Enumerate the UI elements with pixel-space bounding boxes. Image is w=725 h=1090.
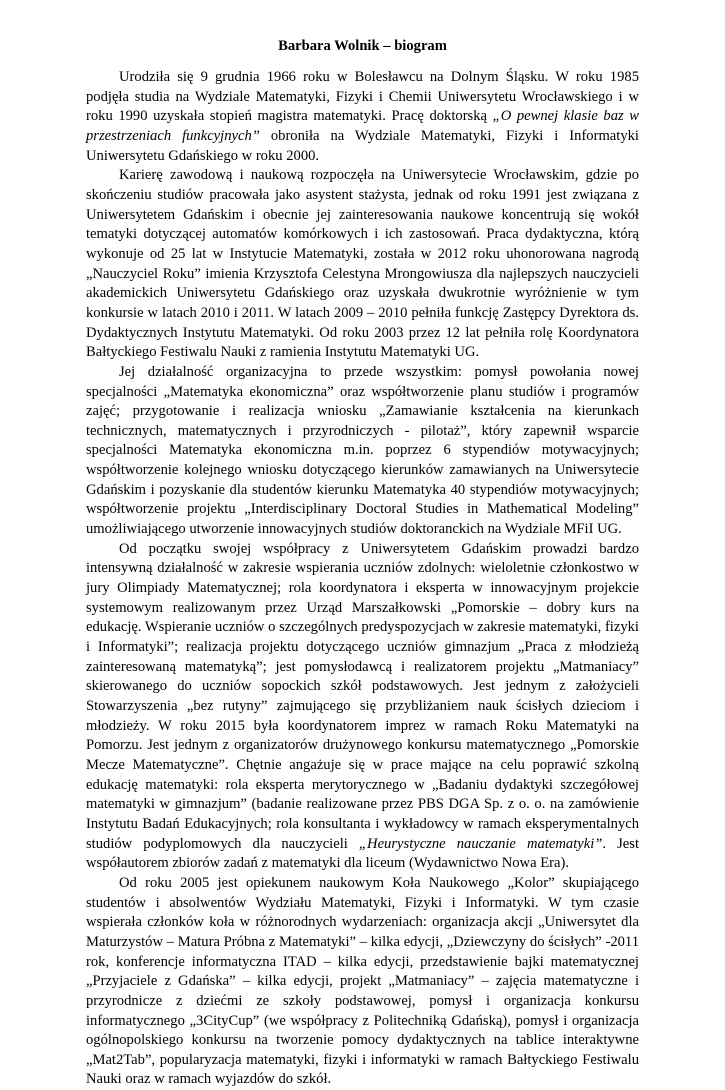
paragraph-career: [86, 166, 639, 363]
course-title: „Heurystyczne nauczanie matematyki”: [358, 835, 603, 852]
paragraph-organizational-activity: [86, 363, 639, 540]
paragraph-student-club: [86, 874, 639, 1090]
page-title: Barbara Wolnik – biogram: [278, 38, 447, 54]
thesis-title: „O pewnej klasie baz w przestrzeniach funkcyjnych”: [86, 108, 639, 144]
text-segment: Urodziła się 9 grudnia 1966 roku w Bolesławcu na Dolnym Śląsku. W roku 1985 podjęła studia na Wydziale Matematyki, Fizyki i Chemii Uniwersytetu Wrocławskiego i w roku 1990 uzyskała stopień magistra matematyki. Pracę doktorską: [86, 69, 639, 125]
text-segment: Jej działalność organizacyjna to przede wszystkim: pomysł powołania nowej specjalności „Matematyka ekonomiczna” oraz współtworzenie planu studiów i programów zajęć; przygotowanie i realizacja wniosku „Zamawianie kształcenia na kierunkach technicznych, matematycznych i przyrodniczych - pilotaż”, który zapewnił wsparcie specjalności Matematyka ekonomiczna m.in. poprzez 6 stypendiów motywacyjnych; współtworzenie kolejnego wniosku dotyczącego kierunków zamawianych na Uniwersytecie Gdańskim i pozyskanie dla studentów kierunku Matematyka 40 stypendiów motywacyjnych; współtworzenie projektu „Interdisciplinary Doctoral Studies in Mathematical Modeling” umożliwiającego utworzenie innowacyjnych studiów doktoranckich na Wydziale MFiI UG.: [86, 363, 639, 538]
paragraph-gifted-students-support: [86, 540, 639, 874]
text-segment: . Jest współautorem zbiorów zadań z matematyki dla liceum (Wydawnictwo Nowa Era).: [86, 835, 639, 872]
text-segment: obroniła na Wydziale Matematyki, Fizyki i Informatyki Uniwersytetu Gdańskiego w roku 2000.: [86, 127, 639, 164]
text-segment: Od początku swojej współpracy z Uniwersytetem Gdańskim prowadzi bardzo intensywną działalność w zakresie wspierania uczniów zdolnych: wieloletnie członkostwo w jury Olimpiady Matematycznej; rola koordynatora i eksperta w innowacyjnym projekcie systemowym realizowanym przez Urząd Marszałkowski „Pomorskie – dobry kurs na edukację. Wspieranie uczniów o szczególnych predyspozycjach w zakresie matematyki, fizyki i Informatyki”; realizacja projektu dotyczącego uczniów gimnazjum „Praca z młodzieżą zainteresowaną matematyką”; jest pomysłodawcą i realizatorem projektu „Matmaniacy” skierowanego do uczniów sopockich szkół podstawowych. Jest jednym z założycieli Stowarzyszenia „bez rutyny” zajmującego się przybliżaniem nauk ścisłych dzieciom i młodzieży. W roku 2015 była koordynatorem imprez w ramach Roku Matematyki na Pomorzu. Jest jednym z organizatorów drużynowego konkursu matematycznego „Pomorskie Mecze Matematyczne”. Chętnie angażuje się w prace mające na celu poprawić szkolną edukację matematyki: rola eksperta merytorycznego w „Badaniu dydaktyki szczegółowej matematyki w gimnazjum” (badanie realizowane przez PBS DGA Sp. z o. o. na zamówienie Instytutu Badań Edukacyjnych; rola konsultanta i wykładowcy w ramach eksperymentalnych studiów podyplomowych dla nauczycieli: [86, 540, 639, 852]
text-segment: Od roku 2005 jest opiekunem naukowym Koła Naukowego „Kolor” skupiającego studentów i absolwentów Wydziału Matematyki, Fizyki i Informatyki. W tym czasie wspierała członków koła w różnorodnych wydarzeniach: organizacja akcji „Uniwersytet dla Maturzystów – Matura Próbna z Matematyki” – kilka edycji, „Dziewczyny do ścisłych” -2011 rok, konferencje informatyczna ITAD – kilka edycji, przedstawienie bajki matematycznej „Przyjaciele z Gdańska” – kilka edycji, projekt „Matmaniacy” – zajęcia matematyczne i przyrodnicze z dziećmi ze szkoły podstawowej, pomysł i organizacja konkursu informatycznego „3CityCup” (we współpracy z Politechniką Gdańską), pomysł i organizacja ogólnopolskiego konkursu na tworzenie pomocy dydaktycznych na tablice interaktywne „Mat2Tab”, popularyzacja matematyki, fizyki i informatyki w ramach Bałtyckiego Festiwalu Nauki oraz w ramach wyjazdów do szkół.: [86, 874, 639, 1088]
paragraph-birth-education: [86, 68, 639, 166]
text-segment: Karierę zawodową i naukową rozpoczęła na Uniwersytecie Wrocławskim, gdzie po skończeniu studiów pracowała jako asystent stażysta, jednak od roku 1991 jest związana z Uniwersytetem Gdańskim i obecnie jej zainteresowania naukowe koncentrują się wokół tematyki dotyczącej automatów komórkowych i ich zastosowań. Praca dydaktyczna, którą wykonuje od 25 lat w Instytucie Matematyki, została w 2012 roku uhonorowana nagrodą „Nauczyciel Roku” imienia Krzysztofa Celestyna Mrongowiusza dla najlepszych nauczycieli akademickich Uniwersytetu Gdańskiego oraz uzyskała dwukrotnie wyróżnienie w tym konkursie w latach 2010 i 2011. W latach 2009 – 2010 pełniła funkcję Zastępcy Dyrektora ds. Dydaktycznych Instytutu Matematyki. Od roku 2003 przez 12 lat pełniła rolę Koordynatora Bałtyckiego Festiwalu Nauki z ramienia Instytutu Matematyki UG.: [86, 167, 639, 361]
